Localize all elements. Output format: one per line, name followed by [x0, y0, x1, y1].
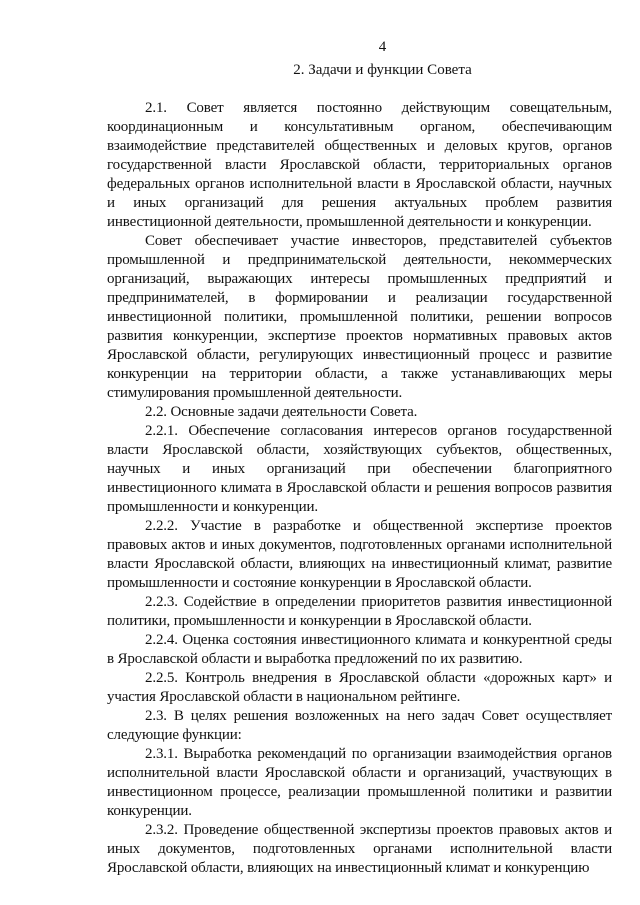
paragraph-2-2-3: 2.2.3. Содействие в определении приоритетов развития инвестиционной политики, промышленности и конкуренции в Ярославской области. — [107, 594, 612, 629]
paragraph-council-participation: Совет обеспечивает участие инвесторов, представителей субъектов промышленной и предпринимательской деятельности, некоммерческих организаций, выражающих интересы промышленных предприятий и предпринимателей, в формировании и реализации государственной инвестиционной политики, промышленной политики, решении вопросов развития конкуренции, экспертизе проектов нормативных правовых актов Ярославской области, регулирующих инвестиционный процесс и развитие конкуренции на территории области, а также устанавливающих меры стимулирования промышленной деятельности. — [107, 233, 612, 401]
paragraph-2-3-2: 2.3.2. Проведение общественной экспертизы проектов правовых актов и иных документов, подготовленных органами исполнительной власти Ярославской области, влияющих на инвестиционный климат и конкуренцию — [107, 822, 612, 876]
paragraph-2-2: 2.2. Основные задачи деятельности Совета. — [145, 404, 418, 420]
paragraph-2-2-1: 2.2.1. Обеспечение согласования интересов органов государственной власти Ярославской области, хозяйствующих субъектов, общественных, научных и иных организаций при обеспечении благоприятного инвестиционного климата в Ярославской области и решения вопросов развития промышленности и конкуренции. — [107, 423, 612, 515]
document-page — [107, 38, 612, 878]
page-number: 4 — [378, 39, 387, 55]
paragraph-2-2-2: 2.2.2. Участие в разработке и общественной экспертизе проектов правовых актов и иных документов, подготовленных органами исполнительной власти Ярославской области, влияющих на инвестиционный климат, развитие промышленности и состояние конкуренции в Ярославской области. — [107, 518, 612, 591]
paragraph-2-2-4: 2.2.4. Оценка состояния инвестиционного климата и конкурентной среды в Ярославской области и выработка предложений по их развитию. — [107, 632, 612, 667]
paragraph-2-2-5: 2.2.5. Контроль внедрения в Ярославской области «дорожных карт» и участия Ярославской области в национальном рейтинге. — [107, 670, 612, 705]
paragraph-2-3-1: 2.3.1. Выработка рекомендаций по организации взаимодействия органов исполнительной власти Ярославской области и организаций, участвующих в инвестиционном процессе, реализации промышленной политики и развитии конкуренции. — [107, 746, 612, 819]
paragraph-2-3: 2.3. В целях решения возложенных на него задач Совет осуществляет следующие функции: — [107, 708, 612, 743]
paragraph-2-1: 2.1. Совет является постоянно действующим совещательным, координационным и консультативным органом, обеспечивающим взаимодействие представителей общественных и деловых кругов, органов государственной власти Ярославской области, территориальных органов федеральных органов исполнительной власти в Ярославской области, научных и иных организаций для решения актуальных проблем развития инвестиционной деятельности, промышленной деятельности и конкуренции. — [107, 100, 612, 230]
section-heading: 2. Задачи и функции Совета — [293, 62, 472, 78]
